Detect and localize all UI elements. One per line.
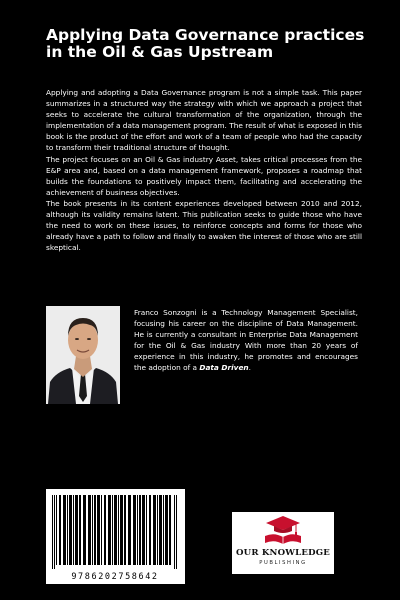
publisher-subtitle: PUBLISHING xyxy=(259,560,307,566)
description-paragraph: Applying and adopting a Data Governance program is not a simple task. This paper summarizes in a structured way the strategy with which we approach a project that seeks to accelerate the cultural transformation of the organization, through the implementation of a data management program. The result of what is exposed in this book is the product of the effort and work of a team of people who had the capacity to transform their traditional structure of thought. xyxy=(46,88,362,153)
isbn-barcode xyxy=(46,489,185,584)
isbn-number: 9786202758642 xyxy=(71,572,159,582)
author-bio-text: Franco Sonzogni is a Technology Management Specialist, focusing his career on the discipline of Data Management. He is currently a consultant in Enterprise Data Management for the Oil & Gas industry With more than 20 years of experience in this industry, he promotes and encourages the adoption of a xyxy=(134,308,358,373)
barcode-icon xyxy=(46,489,185,569)
graduation-cap-book-icon xyxy=(232,512,334,548)
author-photo xyxy=(46,306,120,404)
book-description xyxy=(46,87,362,253)
book-title: Applying Data Governance practices in the Oil & Gas Upstream xyxy=(46,26,365,61)
description-paragraph: The project focuses on an Oil & Gas industry Asset, takes critical processes from the E&P area and, based on a data management framework, proposes a roadmap that builds the foundations to positively impact them, facilitating and accelerating the achievement of business objectives. xyxy=(46,154,362,197)
author-bio xyxy=(134,307,358,374)
publisher-name: OUR KNOWLEDGE xyxy=(235,548,331,558)
description-paragraph: The book presents in its content experiences developed between 2010 and 2012, although its validity remains latent. This publication seeks to guide those who have the need to work on these issues, to reinforce concepts and forms for those who already have a path to follow and finally to awaken the interest of those who are still skeptical. xyxy=(46,198,362,253)
publisher-logo xyxy=(232,512,334,574)
author-bio-end: . xyxy=(248,363,252,373)
author-bio-emphasis: Data Driven xyxy=(199,363,249,373)
author-portrait-icon xyxy=(46,306,120,404)
